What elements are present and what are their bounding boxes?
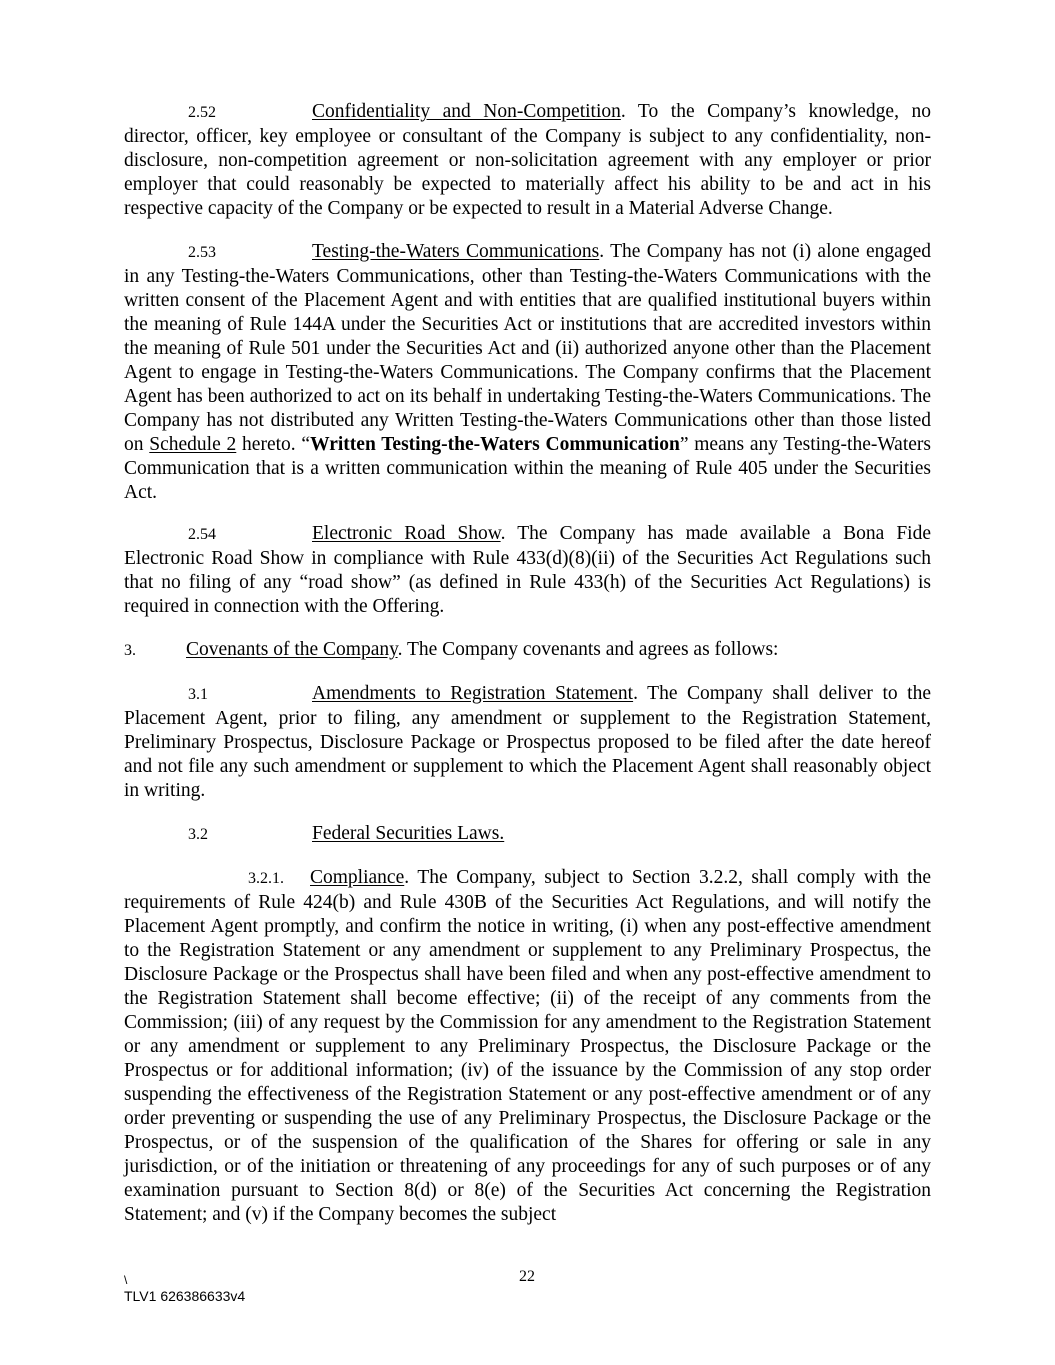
section-heading: Compliance bbox=[310, 867, 405, 888]
section-number: 3. bbox=[124, 642, 136, 659]
schedule-reference: Schedule 2 bbox=[149, 434, 237, 455]
section-2-52 bbox=[124, 100, 931, 221]
section-heading: Covenants of the Company bbox=[186, 639, 398, 660]
page-number: 22 bbox=[519, 1268, 535, 1285]
section-body: . To the Company’s knowledge, no director, officer, key employee or consultant of the Company is subject to any confidentiality, non-disclosure, non-competition agreement or non-solicitation agreement with any employer or prior employer that could reasonably be expected to materially affect his ability to be and act in his respective capacity of the Company or be expected to result in a Material Adverse Change. bbox=[124, 101, 931, 219]
section-body: . The Company covenants and agrees as follows: bbox=[397, 639, 779, 660]
section-number: 3.2.1. bbox=[248, 870, 284, 887]
section-heading: Electronic Road Show bbox=[312, 523, 501, 544]
section-body: . The Company has not (i) alone engaged in any Testing-the-Waters Communications, other than Testing-the-Waters Communications with the written consent of the Placement Agent and with entities that are qualified institutional buyers within the meaning of Rule 144A under the Securities Act or institutions that are accredited investors within the meaning of Rule 501 under the Securities Act and (ii) authorized anyone other than the Placement Agent to engage in Testing-the-Waters Communications. The Company confirms that the Placement Agent has been authorized to act on its behalf in undertaking Testing-the-Waters Communications. The Company has not distributed any Written Testing-the-Waters Communications other than those listed on bbox=[124, 241, 931, 455]
section-3-2-1 bbox=[124, 866, 931, 1227]
section-body: . The Company, subject to Section 3.2.2, shall comply with the requirements of Rule 424(b) and Rule 430B of the Securities Act Regulations, and will notify the Placement Agent promptly, and confirm the notice in writing, (i) when any post-effective amendment to the Registration Statement or any amendment or supplement to any Preliminary Prospectus, the Disclosure Package or the Prospectus shall have been filed and when any post-effective amendment to the Registration Statement shall become effective; (ii) of the receipt of any comments from the Commission; (iii) of any request by the Commission for any amendment to the Registration Statement or any amendment or supplement to any Preliminary Prospectus, the Disclosure Package or the Prospectus or for additional information; (iv) of the issuance by the Commission of any stop order suspending the effectiveness of the Registration Statement or any post-effective amendment or of any order preventing or suspending the use of any Preliminary Prospectus, the Disclosure Package or the Prospectus, or of the suspension of the qualification of the Shares for offering or sale in any jurisdiction, or of the initiation or threatening of any proceedings for any of such purposes or of any examination pursuant to Section 8(d) or 8(e) of the Securities Act concerning the Registration Statement; and (v) if the Company becomes the subject bbox=[124, 867, 931, 1225]
section-2-53 bbox=[124, 240, 931, 505]
section-number: 2.54 bbox=[188, 526, 216, 543]
section-number: 3.2 bbox=[188, 826, 208, 843]
section-body: . The Company has made available a Bona Fide Electronic Road Show in compliance with Rule 433(d)(8)(ii) of the Securities Act Regulations such that no filing of any “road show” (as defined in Rule 433(h) of the Securities Act Regulations) is required in connection with the Offering. bbox=[124, 523, 931, 617]
section-heading: Amendments to Registration Statement bbox=[312, 683, 634, 704]
section-body: . The Company shall deliver to the Placement Agent, prior to filing, any amendment or supplement to the Registration Statement, Preliminary Prospectus, Disclosure Package or Prospectus proposed to be filed after the date hereof and not file any such amendment or supplement to which the Placement Agent shall reasonably object in writing. bbox=[124, 683, 931, 801]
defined-term: Written Testing-the-Waters Communication bbox=[310, 434, 680, 455]
section-2-54 bbox=[124, 522, 931, 619]
section-3 bbox=[124, 638, 931, 663]
section-number: 2.52 bbox=[188, 104, 216, 121]
section-3-1 bbox=[124, 682, 931, 803]
section-number: 2.53 bbox=[188, 244, 216, 261]
section-heading: Federal Securities Laws. bbox=[312, 823, 505, 844]
section-heading: Confidentiality and Non-Competition bbox=[312, 101, 621, 122]
section-body-end: ” means any Testing-the-Waters Communication that is a written communication within the meaning of Rule 405 under the Securities Act. bbox=[124, 434, 931, 503]
footer-slash: \ bbox=[124, 1273, 128, 1287]
section-3-2 bbox=[124, 822, 931, 847]
section-body-cont: hereto. “ bbox=[236, 434, 311, 455]
section-heading: Testing-the-Waters Communications bbox=[312, 241, 600, 262]
document-id: TLV1 626386633v4 bbox=[124, 1288, 246, 1304]
section-number: 3.1 bbox=[188, 686, 208, 703]
